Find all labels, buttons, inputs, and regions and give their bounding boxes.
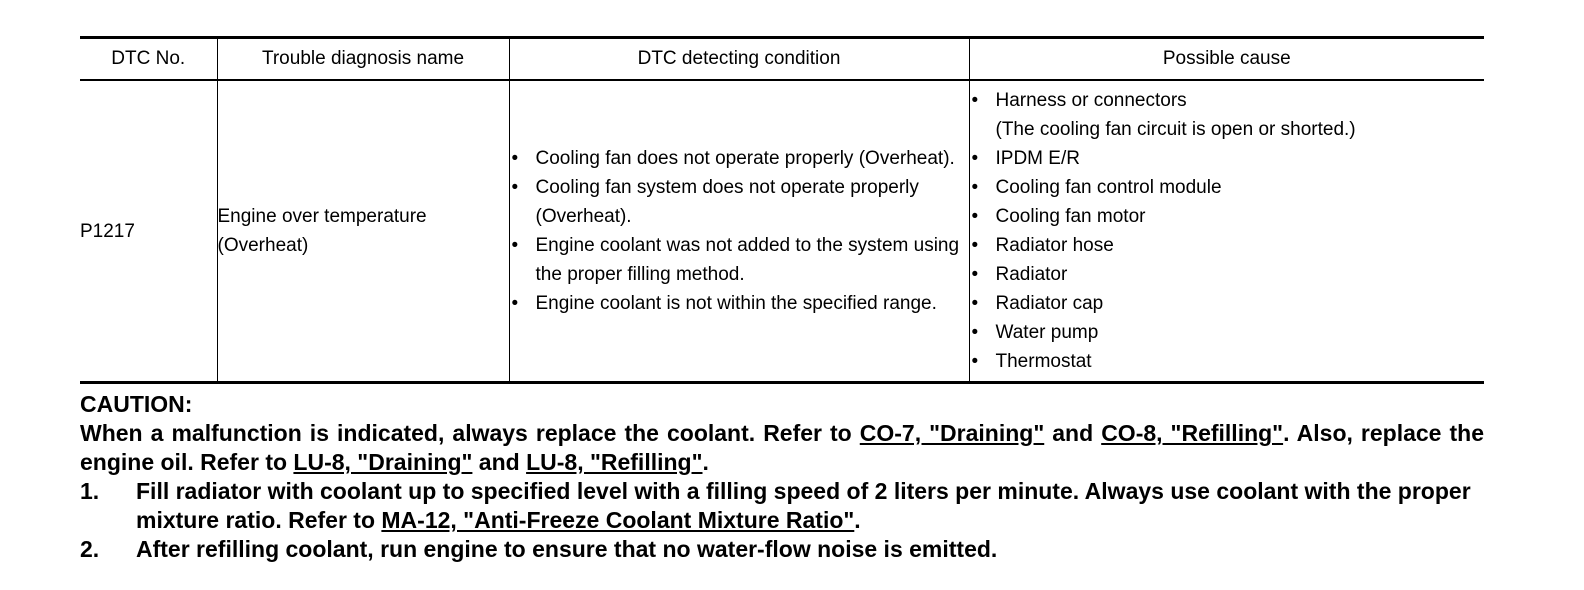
step-item — [80, 535, 1484, 564]
document-page — [80, 36, 1484, 564]
cause-item: • Radiator hose — [970, 231, 1485, 260]
cause-item: • Radiator cap — [970, 289, 1485, 318]
detecting-conditions — [509, 80, 969, 383]
cause-item: • Water pump — [970, 318, 1485, 347]
cause-item: • Radiator — [970, 260, 1485, 289]
header-trouble-diagnosis-name: Trouble diagnosis name — [217, 38, 509, 81]
caution-section — [80, 390, 1484, 564]
link-co8-refilling[interactable]: CO-8, "Refilling" — [1101, 420, 1284, 446]
table-header-row — [80, 38, 1484, 81]
diagnosis-name-line1: Engine over temperature — [217, 206, 427, 227]
cause-text: • Harness or connectors — [995, 90, 1187, 111]
cause-item: • IPDM E/R — [970, 144, 1485, 173]
header-possible-cause: Possible cause — [969, 38, 1484, 81]
diagnosis-name-line2: (Overheat) — [217, 235, 309, 256]
caution-steps — [80, 477, 1484, 564]
step-text: After refilling coolant, run engine to ensure that no water-flow noise is emitted. — [136, 536, 998, 562]
cause-item — [970, 86, 1485, 144]
condition-item: • Engine coolant is not within the specified range. — [510, 289, 969, 318]
caution-text: . Also, replace the engine oil. Refer to — [80, 420, 1485, 475]
condition-item: • Engine coolant was not added to the system using the proper filling method. — [510, 231, 969, 289]
step-number: 1. — [80, 478, 100, 504]
link-co7-draining[interactable]: CO-7, "Draining" — [859, 420, 1045, 446]
trouble-diagnosis-name — [217, 80, 509, 383]
cause-item: • Cooling fan control module — [970, 173, 1485, 202]
link-lu8-refilling[interactable]: LU-8, "Refilling" — [526, 449, 703, 475]
table-row — [80, 80, 1484, 383]
header-dtc-detecting-condition: DTC detecting condition — [509, 38, 969, 81]
cause-item: • Thermostat — [970, 347, 1485, 376]
caution-text: and — [472, 449, 527, 475]
caution-text: . — [702, 449, 709, 475]
caution-heading: CAUTION: — [80, 391, 193, 417]
link-lu8-draining[interactable]: LU-8, "Draining" — [293, 449, 473, 475]
step-item — [80, 477, 1484, 535]
cause-subtext: (The cooling fan circuit is open or shorted.) — [995, 119, 1356, 140]
condition-item: • Cooling fan system does not operate properly (Overheat). — [510, 173, 969, 231]
dtc-table — [80, 36, 1484, 384]
cause-item: • Cooling fan motor — [970, 202, 1485, 231]
dtc-number: P1217 — [80, 80, 217, 383]
possible-causes — [969, 80, 1484, 383]
header-dtc-no: DTC No. — [80, 38, 217, 81]
link-ma12-mixture-ratio[interactable]: MA-12, "Anti-Freeze Coolant Mixture Ratio" — [381, 507, 855, 533]
caution-text: and — [1044, 420, 1102, 446]
condition-item: • Cooling fan does not operate properly (Overheat). — [510, 144, 969, 173]
step-number: 2. — [80, 536, 100, 562]
step-text: . — [854, 507, 861, 533]
caution-text: When a malfunction is indicated, always replace the coolant. Refer to — [80, 420, 860, 446]
step-text: Fill radiator with coolant up to specified level with a filling speed of 2 liters per minute. Always use coolant with the proper mixture ratio. Refer to — [136, 478, 1471, 533]
caution-paragraph — [80, 419, 1484, 477]
